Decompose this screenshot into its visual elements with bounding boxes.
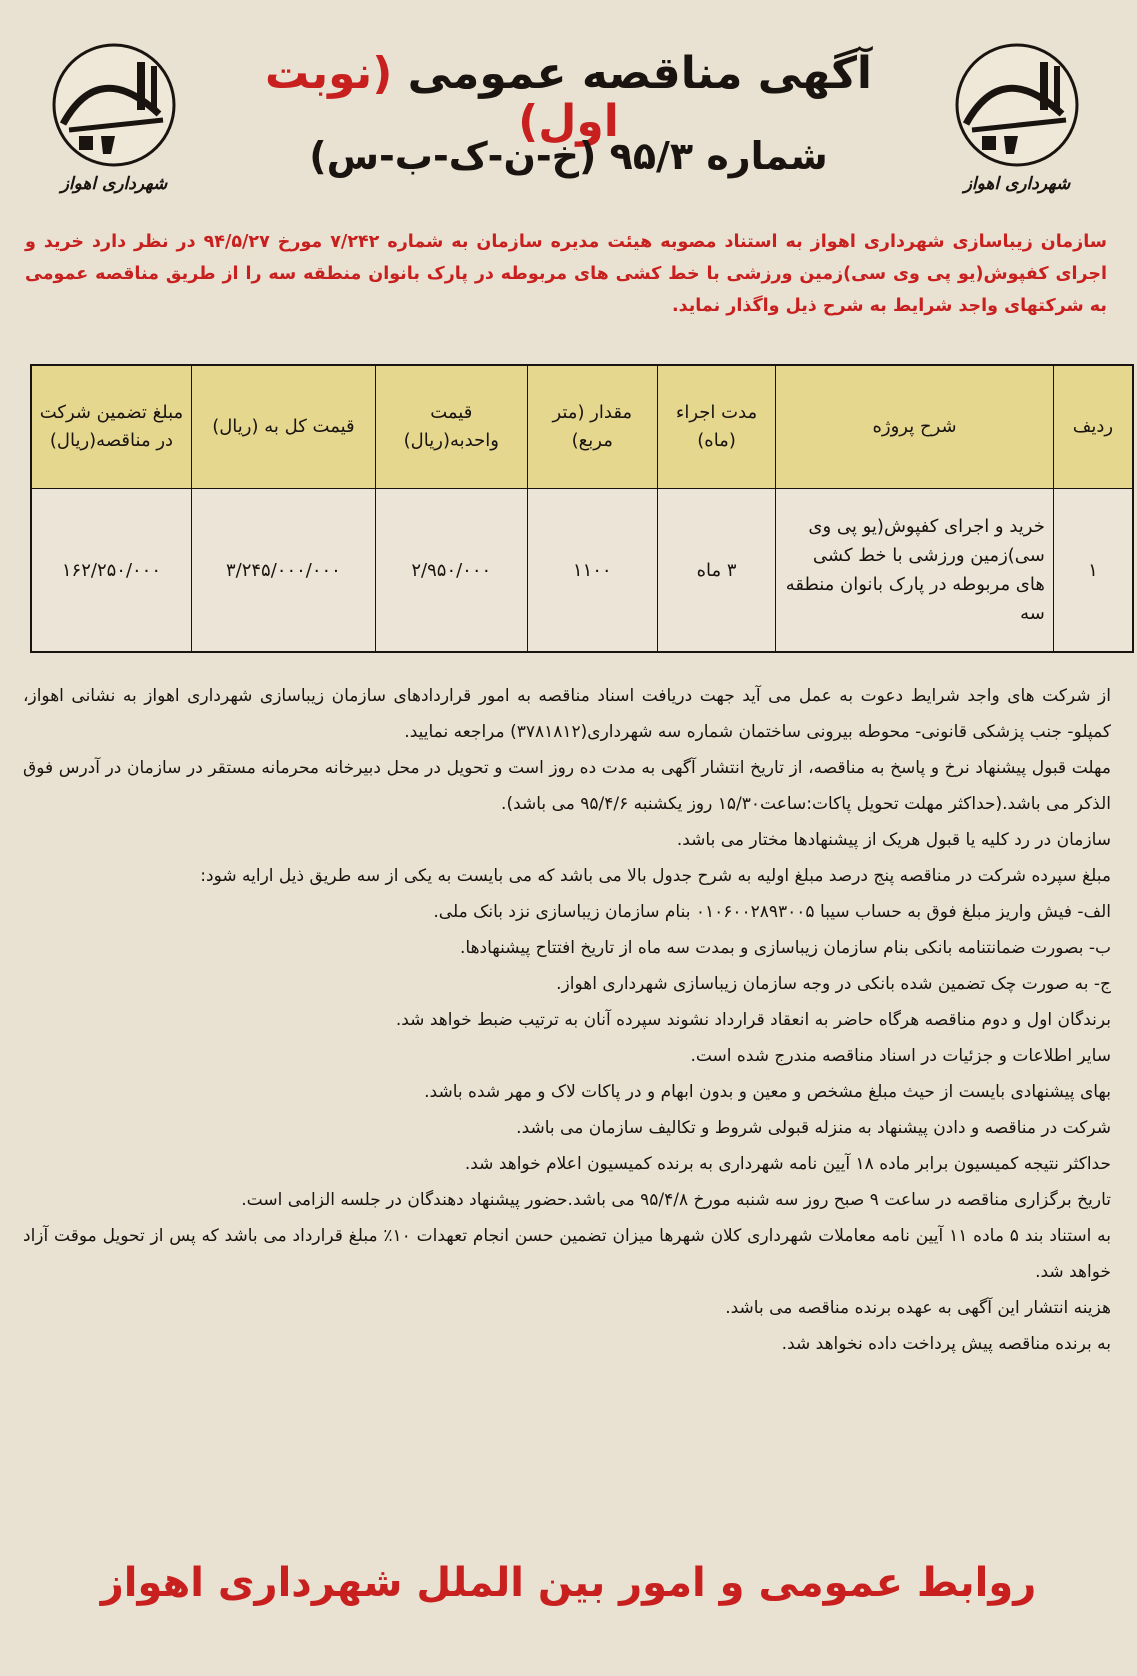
body-paragraph: ب- بصورت ضمانتنامه بانکی بنام سازمان زیباسازی و بمدت سه ماه از تاریخ افتتاح پیشنهادها. bbox=[459, 938, 1111, 958]
cell-duration: ۳ ماه bbox=[657, 489, 775, 653]
body-paragraph: به استناد بند ۵ ماده ۱۱ آیین نامه معاملات شهرداری کلان شهرها میزان تضمین حسن انجام تعهدات ۱۰٪ مبلغ قرارداد می باشد که پس از تحویل موقت آزاد خواهد شد. bbox=[23, 1226, 1112, 1282]
body-paragraph: مهلت قبول پیشنهاد نرخ و پاسخ به مناقصه، از تاریخ انتشار آگهی به مدت ده روز است و تحویل در محل دبیرخانه محرمانه مستقر در سازمان در آدرس فوق الذکر می باشد.(حداکثر مهلت تحویل پاکات:ساعت۱۵/۳۰ روز یکشنبه ۹۵/۴/۶ می باشد). bbox=[23, 758, 1111, 814]
body-paragraph: هزینه انتشار این آگهی به عهده برنده مناقصه می باشد. bbox=[725, 1298, 1111, 1318]
bridge-emblem-icon bbox=[952, 40, 1082, 170]
body-paragraph: سازمان در رد کلیه یا قبول هریک از پیشنهادها مختار می باشد. bbox=[676, 830, 1111, 850]
bridge-emblem-icon bbox=[49, 40, 179, 170]
table-row bbox=[31, 489, 1133, 653]
body-paragraph: از شرکت های واجد شرایط دعوت به عمل می آید جهت دریافت اسناد مناقصه به امور قراردادهای سازمان زیباسازی شهرداری اهواز به نشانی اهواز، کمپلو- جنب پزشکی قانونی- محوطه بیرونی ساختمان شماره سه شهرداری(۳۷۸۱۸۱۲) مراجعه نمایید. bbox=[23, 686, 1111, 742]
footer-signature: روابط عمومی و امور بین الملل شهرداری اهواز bbox=[100, 1560, 1037, 1606]
body-paragraph: حداکثر نتیجه کمیسیون برابر ماده ۱۸ آیین نامه شهرداری به برنده کمیسیون اعلام خواهد شد. bbox=[464, 1154, 1111, 1174]
body-paragraph: مبلغ سپرده شرکت در مناقصه پنج درصد مبلغ اولیه به شرح جدول بالا می باشد که می بایست به یکی از سه طریق ذیل ارایه شود: bbox=[200, 866, 1111, 886]
col-guarantee: مبلغ تضمین شرکت در مناقصه(ریال) bbox=[31, 365, 191, 489]
municipality-logo-right bbox=[941, 40, 1093, 194]
cell-row: ۱ bbox=[1053, 489, 1133, 653]
body-paragraph: شرکت در مناقصه و دادن پیشنهاد به منزله قبولی شروط و تکالیف سازمان می باشد. bbox=[516, 1118, 1111, 1138]
col-total-price: قیمت کل به (ریال) bbox=[191, 365, 375, 489]
body-paragraph: به برنده مناقصه پیش پرداخت داده نخواهد شد. bbox=[781, 1334, 1111, 1354]
notice-title bbox=[210, 50, 927, 147]
body-paragraph: برندگان اول و دوم مناقصه هرگاه حاضر به انعقاد قرارداد نشوند سپرده آنان به ترتیب ضبط خواهد شد. bbox=[395, 1010, 1111, 1030]
cell-unit-price: ۲/۹۵۰/۰۰۰ bbox=[375, 489, 527, 653]
col-unit-price: قیمت واحدبه(ریال) bbox=[375, 365, 527, 489]
municipality-logo-left bbox=[38, 40, 190, 194]
body-paragraph: تاریخ برگزاری مناقصه در ساعت ۹ صبح روز سه شنبه مورخ ۹۵/۴/۸ می باشد.حضور پیشنهاد دهندگان در جلسه الزامی است. bbox=[241, 1190, 1111, 1210]
cell-total-price: ۳/۲۴۵/۰۰۰/۰۰۰ bbox=[191, 489, 375, 653]
title-main: آگهی مناقصه عمومی bbox=[407, 48, 872, 99]
body-paragraph: الف- فیش واریز مبلغ فوق به حساب سیبا ۰۱۰۶۰۰۲۸۹۳۰۰۵ بنام سازمان زیباسازی نزد بانک ملی. bbox=[433, 902, 1111, 922]
body-paragraph: ج- به صورت چک تضمین شده بانکی در وجه سازمان زیباسازی شهرداری اهواز. bbox=[556, 974, 1111, 994]
logo-caption: شهرداری اهواز bbox=[60, 174, 168, 194]
table-header-row bbox=[31, 365, 1133, 489]
col-description: شرح پروژه bbox=[776, 365, 1054, 489]
col-row: ردیف bbox=[1053, 365, 1133, 489]
cell-quantity: ۱۱۰۰ bbox=[527, 489, 657, 653]
logo-caption: شهرداری اهواز bbox=[963, 174, 1071, 194]
col-duration: مدت اجراء (ماه) bbox=[657, 365, 775, 489]
body-paragraph: سایر اطلاعات و جزئیات در اسناد مناقصه مندرج شده است. bbox=[690, 1046, 1111, 1066]
notice-body bbox=[23, 678, 1111, 1362]
title-round: (نوبت اول) bbox=[265, 48, 619, 148]
project-table bbox=[30, 364, 1134, 653]
cell-guarantee: ۱۶۲/۲۵۰/۰۰۰ bbox=[31, 489, 191, 653]
notice-number: شماره ۹۵/۳ (خ-ن-ک-ب-س) bbox=[309, 134, 828, 178]
body-paragraph: بهای پیشنهادی بایست از حیث مبلغ مشخص و معین و بدون ابهام و در پاکات لاک و مهر شده باشد. bbox=[424, 1082, 1111, 1102]
cell-description: خرید و اجرای کفپوش(یو پی وی سی)زمین ورزشی با خط کشی های مربوطه در پارک بانوان منطقه سه bbox=[776, 489, 1054, 653]
intro-paragraph: سازمان زیباسازی شهرداری اهواز به استناد مصوبه هیئت مدیره سازمان به شماره ۷/۲۴۲ مورخ ۹۴/۵/۲۷ در نظر دارد خرید و اجرای کفپوش(یو پی وی سی)زمین ورزشی با خط کشی های مربوطه در پارک بانوان منطقه سه را از طریق مناقصه عمومی به شرکتهای واجد شرایط به شرح ذیل واگذار نماید. bbox=[25, 232, 1107, 316]
col-quantity: مقدار (متر مربع) bbox=[527, 365, 657, 489]
